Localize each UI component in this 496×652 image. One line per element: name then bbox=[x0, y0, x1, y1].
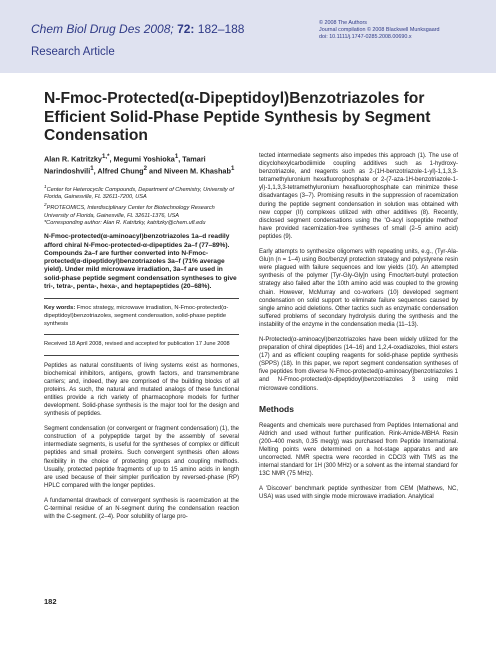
author-affiliation-mark: 1 bbox=[90, 165, 94, 173]
journal-header bbox=[0, 0, 496, 73]
section-heading-methods: Methods bbox=[259, 403, 294, 414]
journal-citation[interactable] bbox=[31, 22, 244, 36]
author-affiliation-mark: 1, bbox=[101, 153, 108, 160]
author-name[interactable]: and Niveen M. Khashab bbox=[147, 166, 231, 176]
author-name[interactable]: , Alfred Chung bbox=[93, 166, 144, 176]
keywords-text: Fmoc strategy, microwave irradiation, N-Fmoc-protected(α-dipeptidoyl)benzotriazoles, segment condensation, solid-phase peptide synthesis bbox=[44, 305, 229, 327]
author-affiliation-mark: 1 bbox=[230, 165, 235, 173]
author-name[interactable]: Alan R. Katritzky bbox=[44, 154, 102, 164]
paragraph: Peptides as natural constituents of living systems exist as hormones, biochemical inhibitors, antigens, growth factors, and transmembrane carriers; and, indeed, they are comprised of the building blocks of all proteins. As such, the natural and mutated analogs of these functional entities provide a rich variety of pharmacophore models for further development. Solid-phase synthesis is the major tool for the design and synthesis of peptides. bbox=[44, 362, 239, 418]
page-number: 182 bbox=[44, 597, 57, 606]
keywords bbox=[44, 305, 239, 328]
paragraph: Early attempts to synthesize oligomers with repeating units, e.g., (Tyr-Ala-Glu)n (n = 1–4) using Boc/benzyl protection strategy and polystyrene resin were plagued with failure sequences and low yields (10). An attempted synthesis of the polymer [Tyr-Gly-Gly]n using Fmoc/tert-butyl protection strategy also failed after the 10th amino acid was coupled to the growing chain. However, McMurray and co-workers (10) developed segment condensation on solid support to eliminate failure sequences caused by single amino acid deletions. Other tactics such as enzymatic condensation suffered problems of secondary hydrolysis during the synthesis and the instability of the enzyme in the condensation media (11–13). bbox=[259, 249, 458, 328]
article-title: N-Fmoc-Protected(α-Dipeptidoyl)Benzotriazoles for Efficient Solid-Phase Peptide Synthesis by Segment Condensation bbox=[44, 90, 431, 144]
paragraph: Segment condensation (or convergent or fragment condensation) (1), the construction of a polypeptide target by the assembly of several intermediate segments, is useful for the syntheses of complex or difficult peptides and small proteins. Such convergent synthesis often allows flexibility in the choice of protecting groups and coupling methods. Usually, protected peptide fragments of up to 15 amino acids in length are used because of their simpler purification by reversed-phase (RP) HPLC compared with the longer peptides. bbox=[44, 426, 239, 489]
author-list bbox=[44, 152, 239, 176]
paragraph: N-Protected(α-aminoacyl)benzotriazoles have been widely utilized for the preparation of chiral dipeptides (14–16) and 1,2,4-oxadiazoles, thiol esters (17) and as efficient coupling reagents for solid-phase peptide synthesis (SPPS) (18). In this paper, we report segment condensation syntheses of five peptides from diverse N-Fmoc-protected(α-aminoacyl)benzotriazoles 1 and N-Fmoc-protected(α-dipeptidoyl)benzotriazoles 3 using mild microwave conditions. bbox=[259, 336, 458, 392]
copyright-block bbox=[319, 20, 464, 42]
journal-name: Chem Biol Drug Des 2008; bbox=[31, 22, 174, 36]
author-affiliation-mark: 2 bbox=[143, 165, 148, 173]
left-column bbox=[44, 152, 239, 528]
paragraph: A 'Discover' benchmark peptide synthesizer from CEM (Mathews, NC, USA) was used with single mode microwave irradiation. Analytical bbox=[259, 486, 458, 501]
affiliation-2: $^2$PROTEOMICS, Interdisciplinary Center for Biotechnology Research University of Florida, Gainesville, FL 32611-1376, USA bbox=[44, 202, 215, 219]
keywords-label: Key words: bbox=[44, 305, 76, 312]
received-dates: Received 18 April 2008, revised and accepted for publication 17 June 2008 bbox=[44, 341, 230, 348]
abstract: N-Fmoc-protected(α-aminoacyl)benzotriazoles 1a–d readily afford chiral N-Fmoc-protected-α-dipeptides 2a–f (77–89%). Compounds 2a–f are further converted into N-Fmoc-protected(α-dipeptidoyl)benzotriazoles 3a–f (71% average yield). Under mild microwave irradiation, 3a–f are used in solid-phase peptide segment condensation syntheses to give tri-, tetra-, penta-, hexa-, and heptapeptides (20–68%). bbox=[44, 233, 237, 291]
right-column bbox=[259, 152, 458, 509]
author-name[interactable]: , Tamari Narindoshvili bbox=[44, 154, 206, 176]
paragraph: Reagents and chemicals were purchased from Peptides International and Aldrich and used without further purification. Rink-Amide-MBHA Resin (200–400 mesh, 0.35 meq/g) was purchased from Peptide International. Melting points were determined on a hot-stage apparatus and are uncorrected. NMR spectra were recorded in CDCl3 with TMS as the internal standard for 1H (300 MHz) or a solvent as the internal standard for 13C NMR (75 MHz). bbox=[259, 422, 458, 478]
paragraph: A fundamental drawback of convergent synthesis is racemization at the C-terminal residue of an N-segment during the condensation reaction with the C-segment. (2–4). Poor solubility of large pro- bbox=[44, 497, 239, 521]
corresponding-author[interactable]: *Corresponding author: Alan R. Katritzky, katritzky@chem.ufl.edu bbox=[44, 219, 206, 226]
journal-volume: 72: bbox=[177, 22, 195, 36]
doi[interactable]: doi: 10.1111/j.1747-0285.2008.00690.x bbox=[319, 34, 412, 41]
left-body-text bbox=[44, 362, 239, 522]
divider bbox=[44, 355, 239, 356]
affiliations bbox=[44, 183, 239, 227]
copyright-line-2: Journal compilation © 2008 Blackwell Munksgaard bbox=[319, 27, 440, 34]
divider bbox=[44, 298, 239, 299]
divider bbox=[44, 334, 239, 335]
affiliation-1: $^1$Center for Heterocyclic Compounds, Department of Chemistry, University of Florida, Gainesville, FL 32611-7200, USA bbox=[44, 184, 234, 201]
copyright-line-1: © 2008 The Authors bbox=[319, 20, 367, 26]
corresponding-asterisk: * bbox=[107, 153, 110, 160]
article-type: Research Article bbox=[31, 46, 115, 58]
author-name[interactable]: , Megumi Yoshioka bbox=[109, 154, 175, 164]
author-affiliation-mark: 1 bbox=[174, 153, 179, 160]
journal-pages: 182–188 bbox=[197, 22, 245, 36]
paragraph: tected intermediate segments also impedes this approach (1). The use of dicyclohexylcarbodiimide coupling additives such as 1-hydroxy-benzotriazole, and reagents such as 2-(1H-benzotriazole-1-yl)-1,1,3,3-tetramethyluronium hexafluorophosphate or 2-(7-aza-1H-benzotriazole-1-yl)-1,1,3,3-tetramethyluronium hexafluorophosphate can minimize these disadvantages (3–7). Promising results in the suppression of racemization during the peptide segment condensation in solution was obtained with new copper (II) complexes utilized with other additives (8). Recently, disclosed segment condensations using the 'O-acyl isopeptide method' have provided racemization-free syntheses of small (2–5 amino acid) peptides (9). bbox=[259, 153, 458, 240]
